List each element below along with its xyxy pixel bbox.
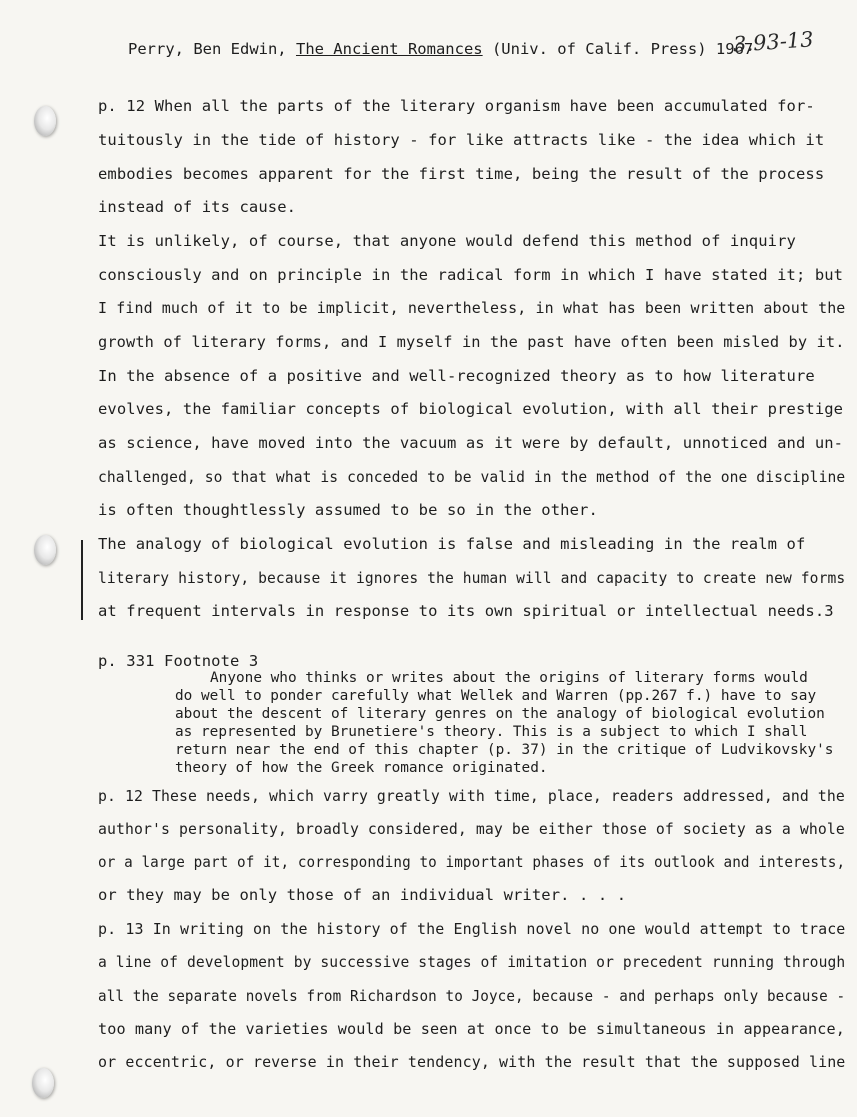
text-line: tuitously in the tide of history - for like attracts like - the idea which it [98,131,825,149]
text-line: p. 12 These needs, which varry greatly with time, place, readers addressed, and the [98,787,845,805]
text-line: evolves, the familiar concepts of biological evolution, with all their prestige [98,400,844,418]
text-line: as science, have moved into the vacuum as it were by default, unnoticed and un- [98,434,844,452]
punch-hole [34,535,56,565]
text-line: literary history, because it ignores the human will and capacity to create new forms [98,569,846,587]
text-line: embodies becomes apparent for the first time, being the result of the process [98,165,825,183]
footnote-line: Anyone who thinks or writes about the origins of literary forms would [210,670,808,686]
footnote-line: theory of how the Greek romance originated. [175,760,548,776]
text-line: instead of its cause. [98,198,297,216]
text-line: is often thoughtlessly assumed to be so in the other. [98,501,598,519]
text-line: It is unlikely, of course, that anyone would defend this method of inquiry [98,232,796,250]
punch-hole [34,106,56,136]
text-line: consciously and on principle in the radical form in which I have stated it; but [98,266,844,284]
footnote-reference: p. 331 Footnote 3 [98,652,259,670]
handwritten-note: 3.93-13 [732,27,815,57]
text-line: at frequent intervals in response to its own spiritual or intellectual needs.3 [98,602,834,620]
text-line: or eccentric, or reverse in their tendency, with the result that the supposed line [98,1053,846,1071]
text-line: challenged, so that what is conceded to be valid in the method of the one discipline [98,468,846,486]
text-line: p. 12 When all the parts of the literary organism have been accumulated for- [98,97,815,115]
text-line: The analogy of biological evolution is false and misleading in the realm of [98,535,806,553]
text-line: a line of development by successive stages of imitation or precedent running through [98,953,846,971]
text-line: growth of literary forms, and I myself in the past have often been misled by it. [98,333,845,351]
text-line: too many of the varieties would be seen at once to be simultaneous in appearance, [98,1020,845,1038]
footnote-line: do well to ponder carefully what Wellek and Warren (pp.267 f.) have to say [175,688,817,704]
footnote-line: return near the end of this chapter (p. 37) in the critique of Ludvikovsky's [175,742,834,758]
header-publisher: (Univ. of Calif. Press) 1967 [482,40,754,58]
header-author: Perry, Ben Edwin, [128,40,296,58]
text-line: or a large part of it, corresponding to important phases of its outlook and interests, [98,853,846,871]
footnote-line: about the descent of literary genres on the analogy of biological evolution [175,706,825,722]
text-line: I find much of it to be implicit, nevertheless, in what has been written about the [98,299,846,317]
text-line: p. 13 In writing on the history of the English novel no one would attempt to trace [98,920,846,938]
text-line: or they may be only those of an individual writer. . . . [98,886,627,904]
text-line: author's personality, broadly considered, may be either those of society as a whole [98,820,845,838]
header-title: The Ancient Romances [295,40,483,58]
margin-mark [81,540,83,620]
punch-hole [32,1068,54,1098]
citation-header [128,40,753,58]
text-line: In the absence of a positive and well-recognized theory as to how literature [98,367,815,385]
footnote-line: as represented by Brunetiere's theory. This is a subject to which I shall [175,724,808,740]
text-line: all the separate novels from Richardson to Joyce, because - and perhaps only because - [98,987,846,1005]
